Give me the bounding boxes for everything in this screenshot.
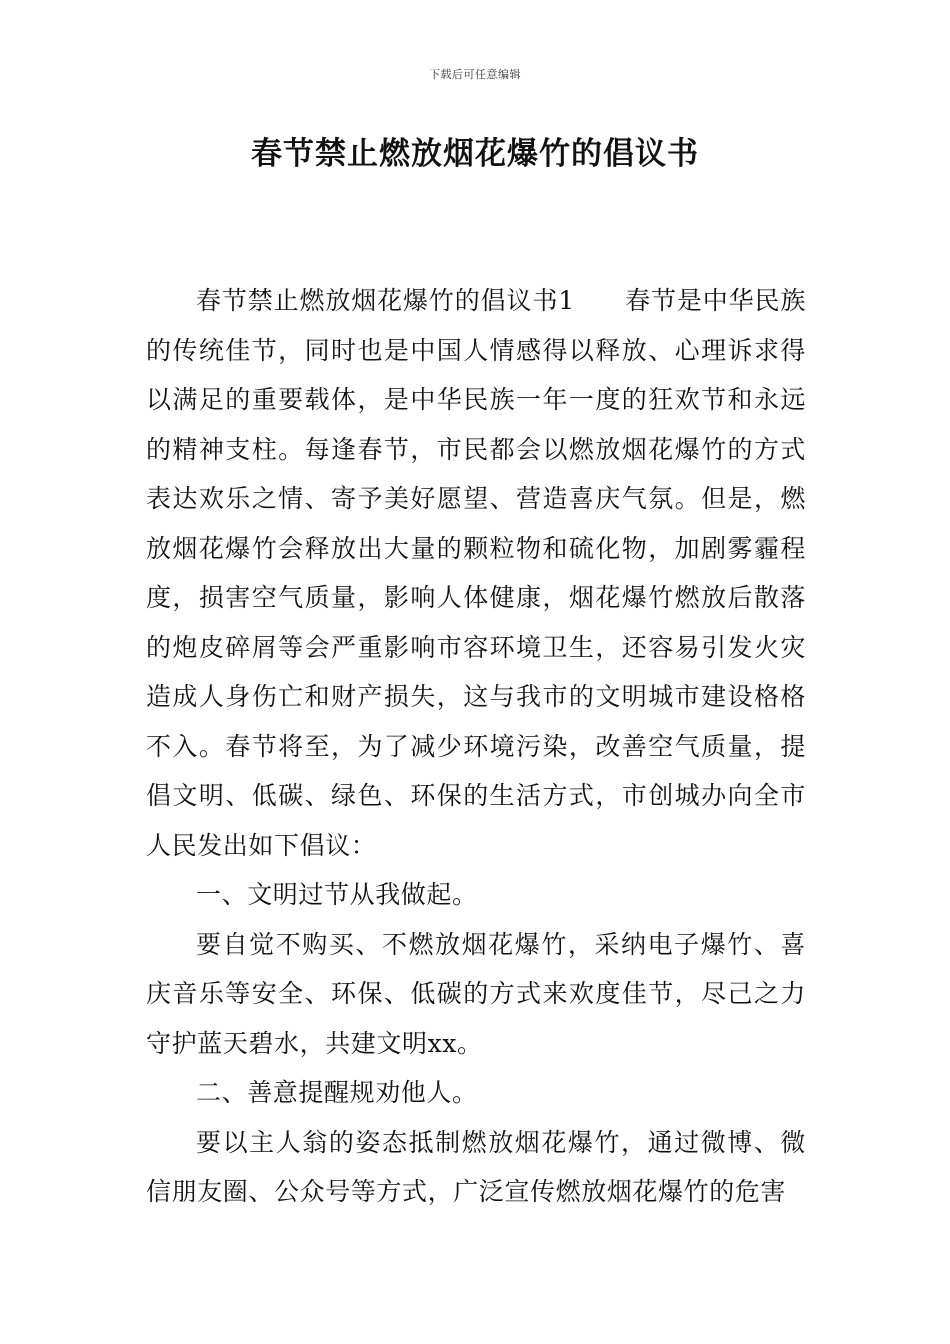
intro-label: 春节禁止燃放烟花爆竹的倡议书1 — [196, 286, 575, 315]
header-note: 下载后可任意编辑 — [429, 68, 521, 81]
paragraph-1 — [146, 276, 806, 870]
document-title: 春节禁止燃放烟花爆竹的倡议书 — [251, 136, 699, 172]
document-body — [146, 276, 806, 1217]
paragraph-5: 要以主人翁的姿态抵制燃放烟花爆竹，通过微博、微信朋友圈、公众号等方式，广泛宣传燃放烟花爆竹的危害 — [146, 1127, 806, 1206]
paragraph-4: 二、善意提醒规劝他人。 — [196, 1078, 478, 1107]
paragraph-2: 一、文明过节从我做起。 — [196, 880, 478, 909]
paragraph-1-text: 春节是中华民族的传统佳节，同时也是中国人情感得以释放、心理诉求得以满足的重要载体，是中华民族一年一度的狂欢节和永远的精神支柱。每逢春节，市民都会以燃放烟花爆竹的方式表达欢乐之情、寄予美好愿望、营造喜庆气氛。但是，燃放烟花爆竹会释放出大量的颗粒物和硫化物，加剧雾霾程度，损害空气质量，影响人体健康，烟花爆竹燃放后散落的炮皮碎屑等会严重影响市容环境卫生，还容易引发火灾造成人身伤亡和财产损失，这与我市的文明城市建设格格不入。春节将至，为了减少环境污染，改善空气质量，提倡文明、低碳、绿色、环保的生活方式，市创城办向全市人民发出如下倡议： — [146, 286, 806, 860]
paragraph-3: 要自觉不购买、不燃放烟花爆竹，采纳电子爆竹、喜庆音乐等安全、环保、低碳的方式来欢度佳节，尽己之力守护蓝天碧水，共建文明xx。 — [146, 929, 806, 1058]
